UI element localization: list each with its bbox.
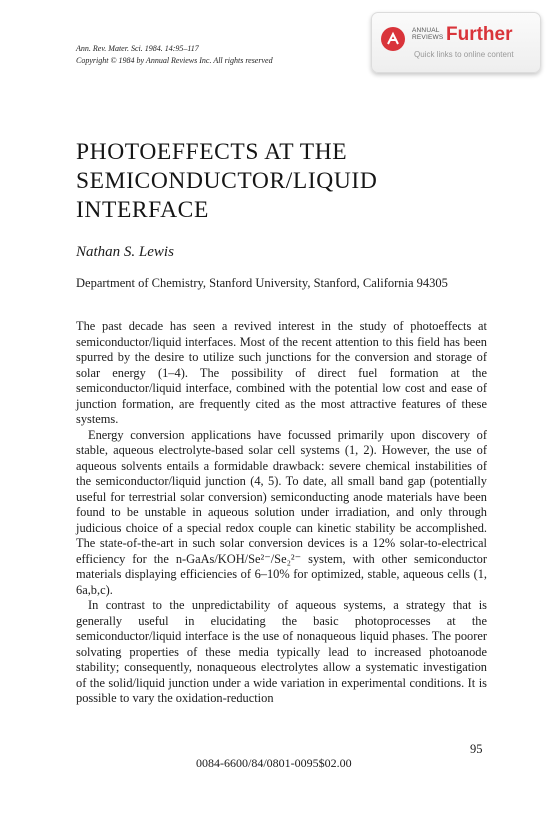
annual-reviews-logo-icon (381, 27, 405, 51)
badge-annual-label: ANNUAL REVIEWS (412, 27, 444, 41)
badge-further-label: Further (446, 24, 513, 45)
journal-citation: Ann. Rev. Mater. Sci. 1984. 14:95–117 (76, 44, 199, 53)
author-affiliation: Department of Chemistry, Stanford University, Stanford, California 94305 (76, 276, 448, 290)
title-line: PHOTOEFFECTS AT THE (76, 139, 348, 165)
page-number: 95 (470, 742, 483, 756)
paragraph: The past decade has seen a revived interest in the study of photoeffects at semiconductor/liquid interfaces. Most of the recent attention to this field has been spurred by the desire to utilize such junctions for the conversion and storage of solar energy (1–4). The possibility of direct fuel formation at the semiconductor/liquid interface, combined with the potential low cost and ease of junction formation, are frequently cited as the most attractive features of these systems. (76, 319, 487, 426)
copyright-line: Copyright © 1984 by Annual Reviews Inc. All rights reserved (76, 56, 273, 65)
title-line: INTERFACE (76, 197, 209, 223)
article-body (76, 319, 487, 707)
badge-subtitle: Quick links to online content (414, 50, 514, 59)
article-title (76, 138, 377, 225)
journal-header (76, 43, 273, 67)
title-line: SEMICONDUCTOR/LIQUID (76, 168, 378, 194)
paragraph: Energy conversion applications have focussed primarily upon discovery of stable, aqueous electrolyte-based solar cell systems (1, 2). However, the use of aqueous solvents entails a formidable drawback: severe chemical instabilities of the semiconductor/liquid junction (4, 5). To date, all small band gap (potentially useful for terrestrial solar conversion) semiconducting anode materials have been found to be unstable in aqueous solution under irradiation, and only through judicious choice of a special redox couple can kinetic stability be accomplished. The state-of-the-art in such solar conversion devices is a 12% solar-to-electrical efficiency for the n-GaAs/KOH/Se²⁻/Se₂²⁻ system, with other semiconductor materials displaying efficiencies of 6–10% for optimized, stable, aqueous cells (1, 6a,b,c). (76, 427, 487, 597)
author-name: Nathan S. Lewis (76, 244, 174, 260)
further-badge[interactable] (371, 12, 541, 73)
paragraph: In contrast to the unpredictability of aqueous systems, a strategy that is generally useful in elucidating the basic photoprocesses at the semiconductor/liquid interface is the use of nonaqueous liquid phases. The poorer solvating properties of these media typically lead to increased photoanode stability; consequently, nonaqueous electrolytes allow a systematic investigation of the solid/liquid junction under a wide variation in experimental conditions. It is possible to vary the oxidation-reduction (76, 598, 487, 705)
footer-code: 0084-6600/84/0801-0095$02.00 (196, 756, 352, 770)
